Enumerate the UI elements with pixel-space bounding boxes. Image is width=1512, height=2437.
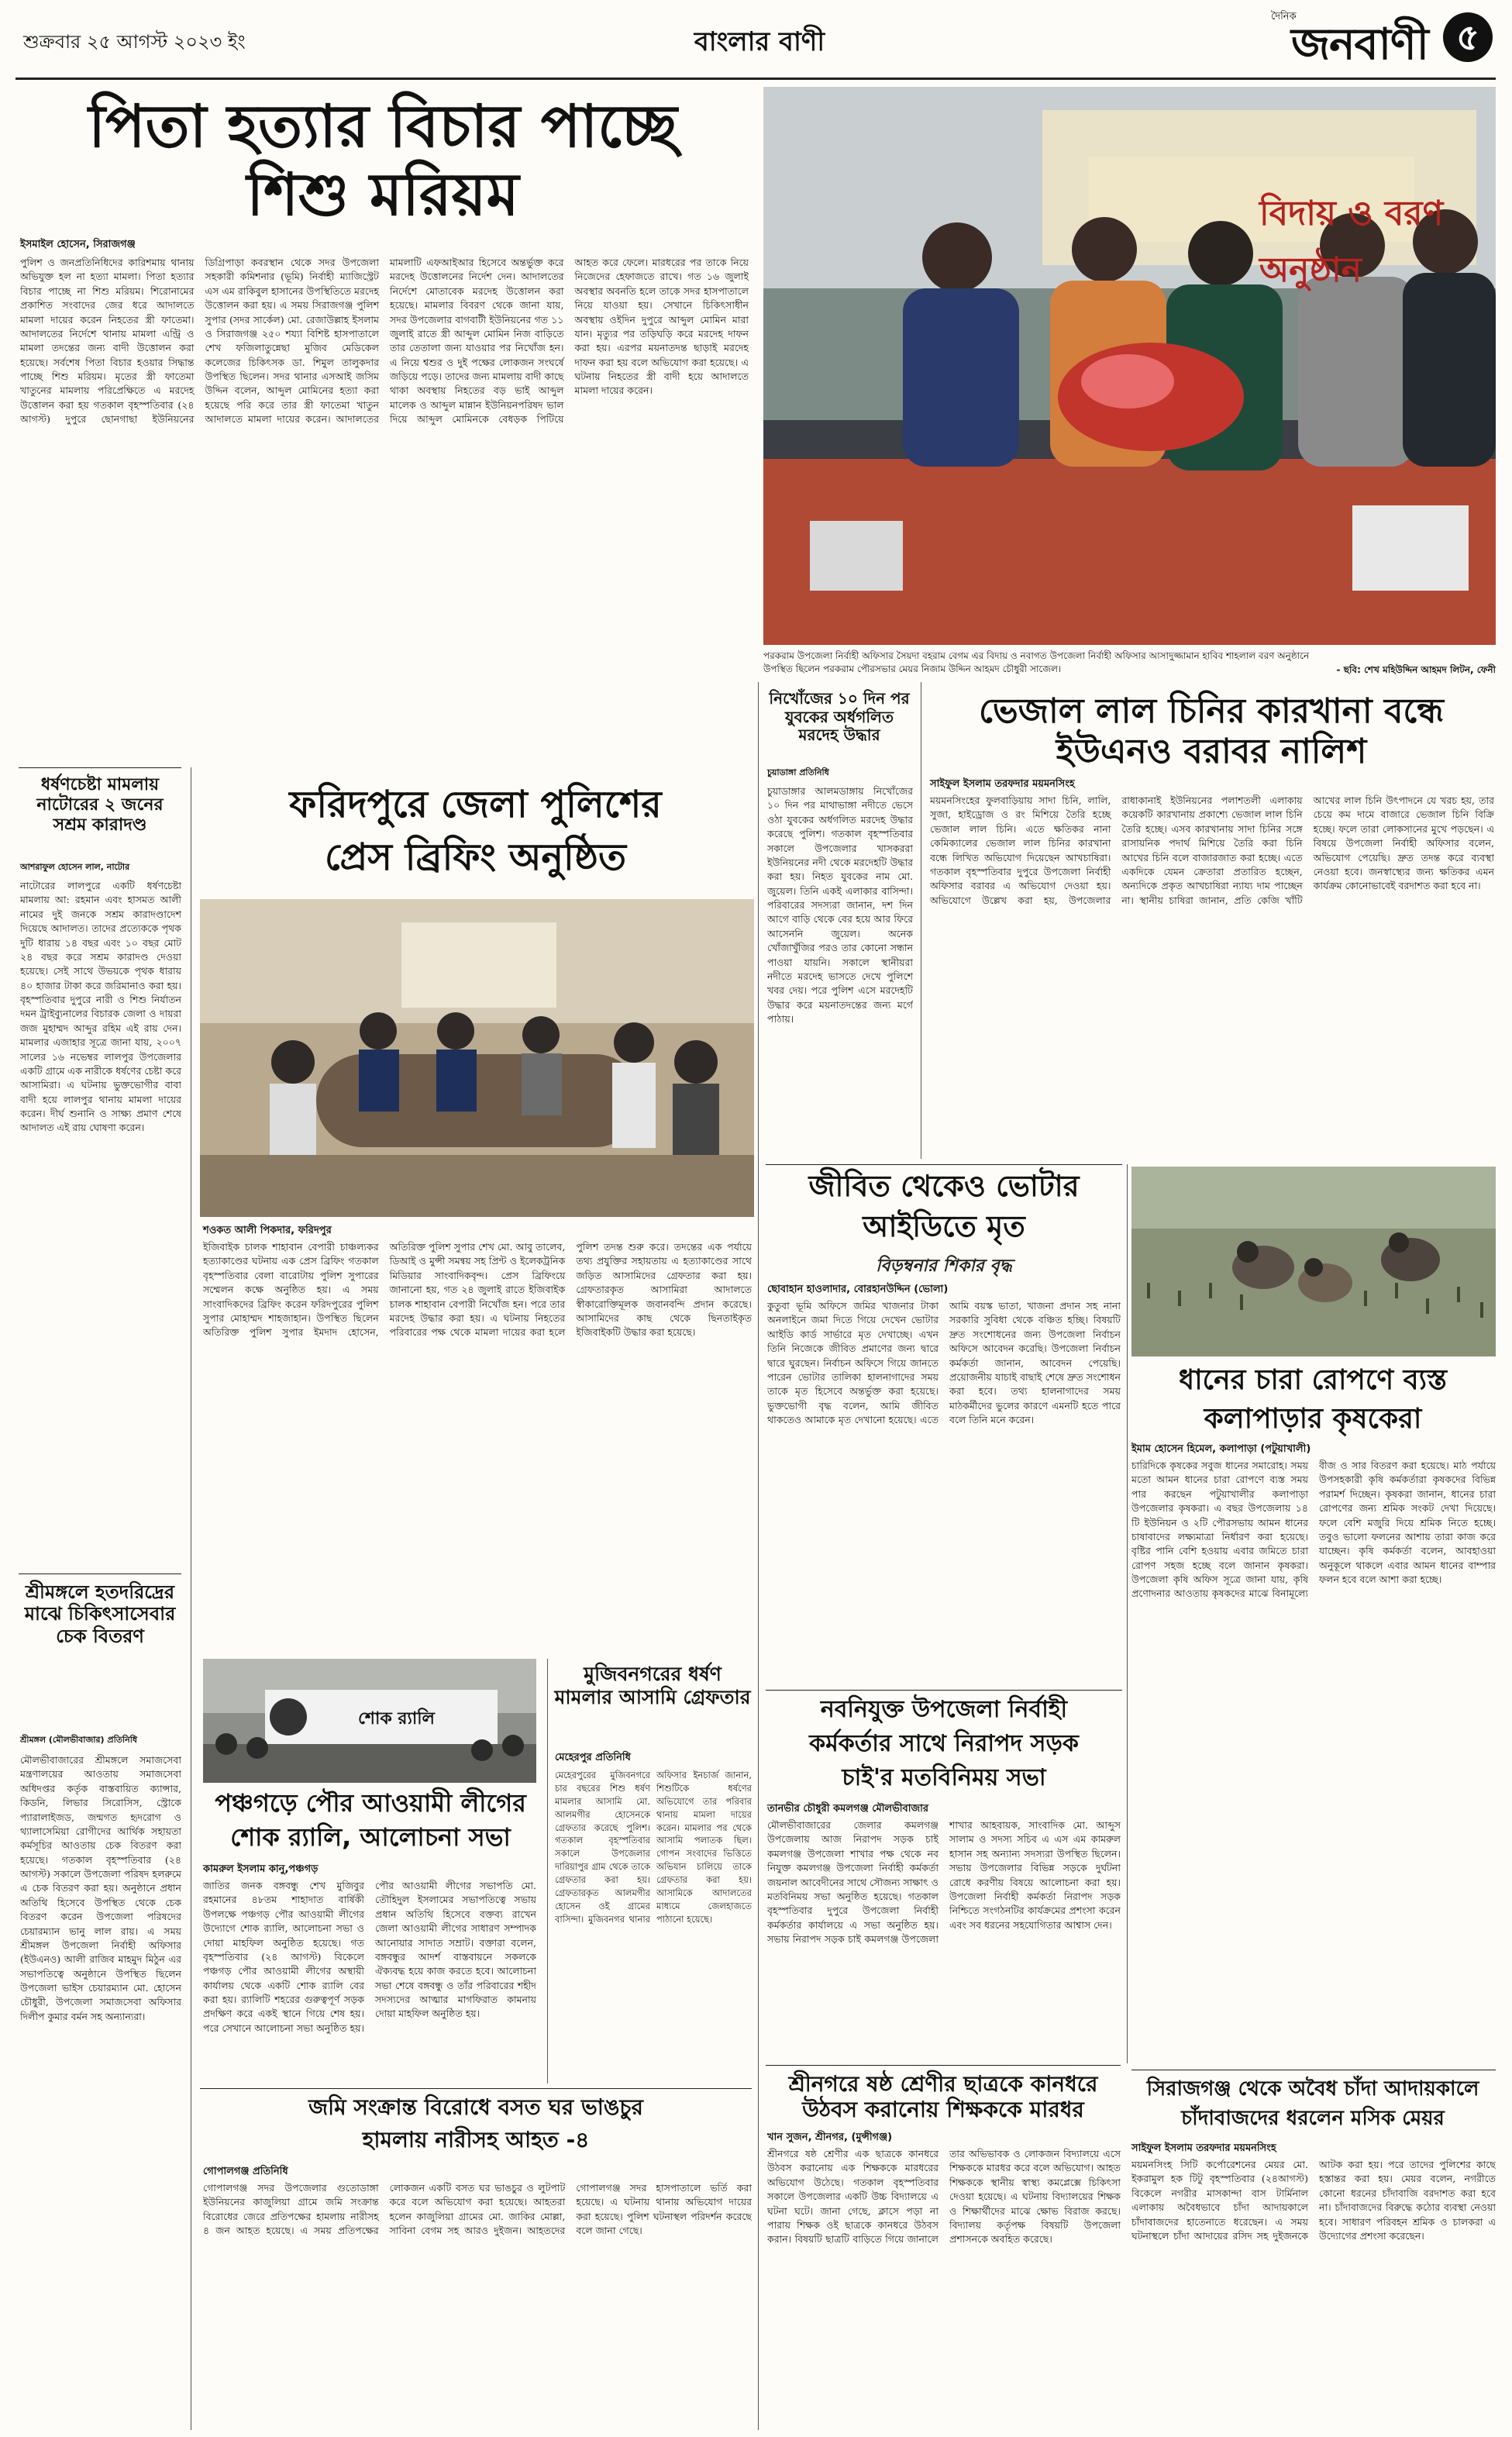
- dhan-body: চারিদিকে কৃষকের সবুজ ধানের সমারোহ। সময় মতো আমন ধানের চারা রোপণে ব্যস্ত সময় পার করছেন পটুয়াখালীর কলাপাড়া উপজেলার কৃষকরা। এ বছর উপজেলায় ১৪ টি ইউনিয়ন ও ২টি পৌরসভায় আমন ধানের চাষাবাদের লক্ষ্যমাত্রা নির্ধারণ করা হয়েছে। বৃষ্টির পানি বেশি হওয়ায় এবার জমিতে চারা রোপণ সহজ হচ্ছে বলে জানান কৃষকরা। উপজেলা কৃষি অফিস সূত্রে জানা যায়, কৃষি প্রণোদনার আওতায় কৃষকদের মাঝে বিনামূল্যে বীজ ও সার বিতরণ করা হয়েছে। মাঠ পর্যায়ে উপসহকারী কৃষি কর্মকর্তারা কৃষকদের বিভিন্ন পরামর্শ দিচ্ছেন। কৃষকরা জানান, ধানের চারা রোপণের জন্য শ্রমিক সংকট দেখা দিয়েছে। ফলে বেশি মজুরি দিয়ে শ্রমিক নিতে হচ্ছে। তবুও ভালো ফলনের আশায় তারা কাজ করে যাচ্ছেন। কৃষি কর্মকর্তা বলেন, আবহাওয়া অনুকূলে থাকলে এবার আমন ধানের বাম্পার ফলন হবে বলে আশা করা হচ্ছে।: [1131, 1460, 1496, 1600]
- chanda-headline-line2: চাঁদাবাজদের ধরলেন মসিক মেয়র: [1181, 2107, 1445, 2130]
- rule: [766, 1164, 1122, 1165]
- masthead: [0, 0, 1512, 85]
- jomi-byline: গোপালগঞ্জ প্রতিনিধি: [203, 2166, 288, 2177]
- top-photo-credit: - ছবি: শেখ মহিউদ্দিন আহমদ লিটন, ফেনী: [1336, 664, 1496, 675]
- jomi-headline-line2: হামলায় নারীসহ আহত -৪: [362, 2127, 590, 2153]
- nobaniyukto-body: মৌলভীবাজারের জেলার কমলগঞ্জ উপজেলায় আজ নিরাপদ সড়ক চাই কমলগঞ্জ উপজেলা শাখার পক্ষ থেকে নব নিযুক্ত কমলগঞ্জ উপজেলা নির্বাহী কর্মকর্তা জয়নাল আবেদীনের সাথে সৌজন্য সাক্ষাৎ ও মতবিনিময় সভা অনুষ্ঠিত হয়েছে। গতকাল বৃহস্পতিবার দুপুরে উপজেলা নির্বাহী কর্মকর্তার কার্যালয়ে এ সভা অনুষ্ঠিত হয়। সভায় নিরাপদ সড়ক চাই কমলগঞ্জ উপজেলা শাখার আহবায়ক, সাংবাদিক মো. আব্দুস সালাম ও সদস্য সচিব এ এস এম কামরুল হাসান সহ অন্যান্য সদস্যরা উপস্থিত ছিলেন। সভায় উপজেলার বিভিন্ন সড়কে দুর্ঘটনা রোধে করণীয় বিষয়ে আলোচনা করা হয়। উপজেলা নির্বাহী কর্মকর্তা নিরাপদ সড়ক নিশ্চিতে সংগঠনটির কার্যক্রমের প্রশংসা করেন এবং সব ধরনের সহযোগিতার আশ্বাস দেন।: [767, 1819, 1121, 1945]
- dhan-headline-line1: ধানের চারা রোপণে ব্যস্ত: [1179, 1364, 1447, 1396]
- sreenagar-line2: উঠবস করানোয় শিক্ষককে মারধর: [802, 2097, 1084, 2123]
- jibito-headline-line1: জীবিত থেকেও ভোটার: [808, 1169, 1080, 1203]
- main-body: পুলিশ ও জনপ্রতিনিধিদের কারিশমায় থানায় অভিযুক্ত হল না হত্যা মামলা। পিতা হত্যার বিচার পাচ্ছে না শিশু মরিয়ম। শিরোনামের প্রকাশিত সংবাদের জের ধরে আদালতে মামলা দায়ের করেন নিহতের স্ত্রী ফাতেমা। আদালতের নির্দেশে থানায় মামলা এন্ট্রি ও মামলা তদন্তের জন্য বাদী উত্তোলন করা হয়েছে। সর্বশেষ পিতা বিচার হওয়ার সিদ্ধান্ত পাচ্ছে শিশু মরিয়ম। মৃতের স্ত্রী ফাতেমা খাতুনের মামলায় পরিপ্রেক্ষিতে এ মরদেহ উত্তোলন করা হয় গতকাল বৃহস্পতিবার (২৪ আগস্ট) দুপুরে ছোনগাছা ইউনিয়নের ডিগ্রিপাড়া কবরস্থান থেকে সদর উপজেলা সহকারী কমিশনার (ভূমি) নির্বাহী ম্যাজিস্ট্রেট এস এম রাকিবুল হাসানের উপস্থিতিতে মরদেহ উত্তোলন করা হয়। এ সময় সিরাজগঞ্জ পুলিশ সুপার (সদর সার্কেল) মো. রেজাউল্লাহ ইসলাম ও সিরাজগঞ্জ ২৫০ শয্যা বিশিষ্ট হাসপাতালে শেখ ফজিলাতুন্নেছা মুজিব মেডিকেল কলেজের চিকিৎসক ডা. শিমুল তালুকদার উপস্থিত ছিলেন। সদর থানার এসআই জসিম উদ্দিন বলেন, আব্দুল মোমিনের হত্যা করা হয়েছে পরি করে তার স্ত্রী ফাতেমা খাতুন আদালতে মামলা দায়ের করেন। আদালতের মামলাটি এফআইআর হিসেবে অন্তর্ভুক্ত করে মরদেহ উত্তোলনের নির্দেশ দেন। আদালতের নির্দেশে মোতাবেক মরদেহ উত্তোলন করা হয়েছে। মামলার বিবরণ থেকে জানা যায়, সদর উপজেলার বাগবাটী ইউনিয়নের গত ১১ জুলাই রাতে স্ত্রী আব্দুল মোমিন নিজ বাড়িতে তার তেতালা জন্য যাওয়ার পর নিখোঁজ হন। এ নিয়ে শ্বশুর ও দুই পক্ষের লোকজন সংঘর্ষে জড়িয়ে পড়ে। তাদের জন্য মামলায় বাদী কাছে থাকা অবস্থায় নিহতের বড় ভাই আব্দুল মালেক ও আব্দুল মান্নান ইউনিয়নপরিষদ ভাল দিয়ে আব্দুল মোমিনকে বেধড়ক পিটিয়ে আহত করে ফেলে। মারধরের পর তাকে নিয়ে নিজেদের হেফাজতে রাখে। গত ১৬ জুলাই অবস্থার অবনতি হলে তাকে সদর হাসপাতালে নিয়ে যাওয়া হয়। সেখানে চিকিৎসাধীন অবস্থায় ওইদিন দুপুরে আব্দুল মোমিন মারা যান। মৃত্যুর পর তড়িঘড়ি করে মরদেহ দাফন করা হয়। এরপর ময়নাতদন্ত ছাড়াই মরদেহ দাফন করা হয় বলে অভিযোগ করা হয়েছে। এ ঘটনায় নিহতের স্ত্রী বাদী হয়ে আদালতে মামলা দায়ের করেন।: [20, 257, 749, 426]
- rule: [766, 1690, 1122, 1691]
- faridpur-headline-line2: প্রেস ব্রিফিং অনুষ্ঠিত: [324, 836, 627, 879]
- panchagarh-photo: [203, 1659, 536, 1783]
- nobaniyukto-headline-line1: নবনিযুক্ত উপজেলা নির্বাহী: [820, 1696, 1068, 1723]
- logo-text: জনবাণী: [1291, 19, 1428, 70]
- faridpur-headline-line1: ফরিদপুরে জেলা পুলিশের: [289, 783, 662, 826]
- main-byline: ইসমাইল হোসেন, সিরাজগঞ্জ: [20, 239, 136, 250]
- column-divider: [758, 682, 759, 2430]
- section-title: বাংলার বাণী: [694, 26, 825, 57]
- faridpur-byline: শওকত আলী পিকদার, ফরিদপুর: [203, 1225, 332, 1236]
- chini-byline: সাইফুল ইসলাম তরফদার ময়মনসিংহ: [930, 778, 1075, 790]
- panchagarh-body: জাতির জনক বঙ্গবন্ধু শেখ মুজিবুর রহমানের ৪৮তম শাহাদাত বার্ষিকী উপলক্ষে পঞ্চগড় পৌর আওয়ামী লীগের উদ্যোগে শোক র‍্যালি, আলোচনা সভা ও দোয়া মাহফিল অনুষ্ঠিত হয়েছে। গত বৃহস্পতিবার (২৪ আগস্ট) বিকেলে পঞ্চগড় পৌর আওয়ামী লীগের অস্থায়ী কার্যালয় থেকে একটি শোক র‍্যালি বের করা হয়। র‍্যালিটি শহরের গুরুত্বপূর্ণ সড়ক প্রদক্ষিণ করে একই স্থানে গিয়ে শেষ হয়। পরে সেখানে আলোচনা সভা অনুষ্ঠিত হয়। পৌর আওয়ামী লীগের সভাপতি মো. তৌহিদুল ইসলামের সভাপতিত্বে সভায় প্রধান অতিথি হিসেবে বক্তব্য রাখেন জেলা আওয়ামী লীগের সাধারণ সম্পাদক আনোয়ার সাদাত সম্রাট। বক্তারা বলেন, বঙ্গবন্ধুর আদর্শ বাস্তবায়নে সকলকে ঐক্যবদ্ধ হয়ে কাজ করতে হবে। আলোচনা সভা শেষে বঙ্গবন্ধু ও তাঁর পরিবারের শহীদ সদস্যদের আত্মার মাগফিরাত কামনায় দোয়া মাহফিল অনুষ্ঠিত হয়।: [203, 1880, 536, 2034]
- mujibnagar-byline: মেহেরপুর প্রতিনিধি: [555, 1752, 631, 1763]
- sreenagar-headline: [766, 2071, 1121, 2122]
- nikhoj-headline: নিখোঁজের ১০ দিন পর যুবকের অর্ধগলিত মরদেহ উদ্ধার: [769, 689, 910, 745]
- natore-body: নাটোরের লালপুরে একটি ধর্ষণচেষ্টা মামলায় আ: রহমান এবং হাসমত আলী নামের দুই জনকে সশ্রম কারাদণ্ডাদেশ দিয়েছে আদালত। তাদের প্রত্যেককে পৃথক দুটি ধারায় ১৪ বছর এবং ১০ বছর মোট ২৪ বছর করে সশ্রম কারাদণ্ড দেওয়া হয়েছে। সেই সাথে উভয়কে পৃথক ধারায় ৪০ হাজার টাকা করে জরিমানাও করা হয়। বৃহস্পতিবার দুপুরে নারী ও শিশু নির্যাতন দমন ট্রাইব্যুনালের বিচারক জেলা ও দায়রা জজ মুহাম্মদ আব্দুর রহিম এই রায় দেন। মামলার এজাহার সূত্রে জানা যায়, ২০০৭ সালের ১৬ নভেম্বর লালপুর উপজেলার একটি গ্রামে এক নারীকে ধর্ষণের চেষ্টা করে আসামিরা। এ ঘটনায় ভুক্তভোগীর বাবা বাদী হয়ে লালপুর থানায় মামলা দায়ের করেন। দীর্ঘ শুনানি ও সাক্ষ্য প্রমাণ শেষে আদালত এই রায় ঘোষণা করেন।: [20, 880, 181, 1134]
- jomi-headline-line1: জমি সংক্রান্ত বিরোধে বসত ঘর ভাঙচুর: [308, 2094, 643, 2120]
- jomi-body: গোপালগঞ্জ সদর উপজেলার গুতোডাঙ্গা ইউনিয়নের কাজুলিয়া গ্রামে জমি সংক্রান্ত বিরোধের জেরে প্রতিপক্ষের হামলায় নারীসহ ৪ জন আহত হয়েছে। এ সময় প্রতিপক্ষের লোকজন একটি বসত ঘর ভাঙচুর ও লুটপাট করে বলে অভিযোগ করা হয়েছে। আহতরা হলেন কাজুলিয়া গ্রামের মো. জাকির মোল্লা, সাবিনা বেগম সহ আরও দুইজন। আহতদের গোপালগঞ্জ সদর হাসপাতালে ভর্তি করা হয়েছে। এ ঘটনায় থানায় অভিযোগ দায়ের করা হয়েছে। পুলিশ ঘটনাস্থল পরিদর্শন করেছে বলে জানা গেছে।: [203, 2182, 752, 2237]
- sreemangal-headline: শ্রীমঙ্গলে হতদরিদ্রের মাঝে চিকিৎসাসেবার চেক বিতরণ: [24, 1581, 176, 1647]
- panchagarh-headline-line2: শোক র‍্যালি, আলোচনা সভা: [230, 1822, 511, 1852]
- top-photo-banner-text: বিদায় ও বরণ অনুষ্ঠান: [1259, 194, 1444, 290]
- panchagarh-headline-line1: পঞ্চগড়ে পৌর আওয়ামী লীগের: [215, 1788, 526, 1818]
- dhan-byline: ইমাম হোসেন হিমেল, কলাপাড়া (পটুয়াখালী): [1131, 1443, 1311, 1455]
- natore-byline: আশরাফুল হোসেন লাল, নাটোর: [20, 862, 130, 872]
- sreenagar-line1: শ্রীনগরে ষষ্ঠ শ্রেণীর ছাত্রকে কানধরে: [788, 2071, 1098, 2097]
- rule: [766, 2065, 1121, 2066]
- logo-small-label: দৈনিক: [1271, 11, 1297, 22]
- top-event-photo: [763, 87, 1496, 645]
- nobaniyukto-headline-line2: কর্মকর্তার সাথে নিরাপদ সড়ক: [809, 1730, 1079, 1757]
- jibito-body: কুতুবা ভূমি অফিসে জমির খাজনার টাকা অনলাইনে জমা দিতে গিয়ে দেখেন ভোটার আইডি কার্ড সার্ভারে মৃত দেখাচ্ছে। এখন তিনি নিজেকে জীবিত প্রমাণের জন্য দ্বারে দ্বারে ঘুরছেন। নির্বাচন অফিসে গিয়ে জানতে পারেন ভোটার তালিকা হালনাগাদের সময় তাকে মৃত হিসেবে অন্তর্ভুক্ত করা হয়েছে। ভুক্তভোগী বৃদ্ধ বলেন, আমি জীবিত থাকতেও আমাকে মৃত দেখানো হয়েছে। এতে আমি বয়স্ক ভাতা, খাজনা প্রদান সহ নানা সরকারি সুবিধা থেকে বঞ্চিত হচ্ছি। বিষয়টি দ্রুত সংশোধনের জন্য উপজেলা নির্বাচন অফিসে আবেদন করেছি। উপজেলা নির্বাচন কর্মকর্তা জানান, আবেদন পেয়েছি। প্রয়োজনীয় যাচাই বাছাই শেষে দ্রুত সংশোধন করা হবে। তথ্য হালনাগাদের সময় মাঠকর্মীদের ভুলের কারণে এমনটি হতে পারে বলে তিনি মনে করেন।: [767, 1300, 1121, 1425]
- page-number: ৫: [1456, 16, 1479, 58]
- rule: [200, 2088, 752, 2089]
- sreenagar-byline: খান সুজন, শ্রীনগর, (মুন্সীগঞ্জ): [767, 2132, 893, 2143]
- chini-headline: ভেজাল লাল চিনির কারখানা বন্ধে ইউএনও বরাবর নালিশ: [979, 691, 1444, 771]
- mujibnagar-body: মেহেরপুরের মুজিবনগরে চার বছরের শিশু ধর্ষণ মামলার আসামি মো. আলমগীর হোসেনকে গ্রেফতার করেছে পুলিশ। গতকাল বৃহস্পতিবার সকালে উপজেলার দারিয়াপুর গ্রাম থেকে তাকে গ্রেফতার করা হয়। গ্রেফতারকৃত আলমগীর হোসেন ওই গ্রামের বাসিন্দা। মুজিবনগর থানার অফিসার ইনচার্জ জানান, শিশুটিকে ধর্ষণের অভিযোগে তার পরিবার থানায় মামলা দায়ের করেন। মামলার পর থেকে আসামি পলাতক ছিল। গোপন সংবাদের ভিত্তিতে অভিযান চালিয়ে তাকে গ্রেফতার করা হয়। আসামিকে আদালতের মাধ্যমে জেলহাজতে পাঠানো হয়েছে।: [555, 1770, 752, 1925]
- faridpur-body: ইজিবাইক চালক শাহাবান বেপারী চাঞ্চল্যকর হত্যাকাণ্ডের ঘটনায় এক প্রেস ব্রিফিং গতকাল বৃহস্পতিবার বেলা বারোটায় পুলিশ সুপারের সম্মেলন কক্ষে অনুষ্ঠিত হয়। এ সময় সাংবাদিকদের ব্রিফিং করেন ফরিদপুরের পুলিশ সুপার মোহাম্মদ শাহজাহান। উপস্থিত ছিলেন অতিরিক্ত পুলিশ সুপার ইমদাদ হোসেন, অতিরিক্ত পুলিশ সুপার শেখ মো. আবু তালেব, ডিআই ও মুন্সী সমন্বয় সহ প্রিন্ট ও ইলেকট্রনিক মিডিয়ার সাংবাদিকবৃন্দ। প্রেস ব্রিফিংয়ে জানানো হয়, গত ২৪ জুলাই রাতে ইজিবাইক চালক শাহাবান বেপারী নিখোঁজ হন। পরে তার মরদেহ উদ্ধার করা হয়। এ ঘটনায় নিহতের পরিবারের পক্ষ থেকে মামলা দায়ের করা হলে পুলিশ তদন্ত শুরু করে। তদন্তের এক পর্যায়ে তথ্য প্রযুক্তির সহায়তায় এ হত্যাকাণ্ডের সাথে জড়িত আসামিদের গ্রেফতার করা হয়। গ্রেফতারকৃত আসামিরা আদালতে স্বীকারোক্তিমূলক জবানবন্দি প্রদান করেছে। আসামিদের কাছ থেকে ছিনতাইকৃত ইজিবাইকটি উদ্ধার করা হয়েছে।: [203, 1241, 752, 1339]
- rule: [19, 767, 181, 768]
- masthead-rule: [15, 78, 1496, 80]
- column-divider: [1127, 1164, 1128, 2063]
- date-line: শুক্রবার ২৫ আগস্ট ২০২৩ ইং: [23, 31, 246, 53]
- column-divider: [547, 1659, 548, 2084]
- jibito-byline: ছোবাহান হাওলাদার, বোরহানউদ্দিন (ভোলা): [767, 1284, 949, 1295]
- masthead-logo: [1271, 3, 1496, 81]
- page-number-badge: [1443, 12, 1493, 62]
- nobaniyukto-byline: তানভীর চৌধুরী কমলগঞ্জ মৌলভীবাজার: [767, 1803, 929, 1815]
- sreenagar-body: শ্রীনগরে ষষ্ঠ শ্রেণীর এক ছাত্রকে কানধরে উঠবস করানোয় এক শিক্ষককে মারধরের অভিযোগ উঠেছে। গতকাল বৃহস্পতিবার সকালে উপজেলার একটি উচ্চ বিদ্যালয়ে এ ঘটনা ঘটে। জানা গেছে, ক্লাসে পড়া না পারায় শিক্ষক ওই ছাত্রকে কানধরে উঠবস করান। বিষয়টি ছাত্রটি বাড়িতে গিয়ে জানালে তার অভিভাবক ও লোকজন বিদ্যালয়ে এসে শিক্ষককে মারধর করে বলে অভিযোগ। আহত শিক্ষককে স্থানীয় স্বাস্থ্য কমপ্লেক্সে চিকিৎসা দেওয়া হয়েছে। এ ঘটনায় বিদ্যালয়ের শিক্ষক ও শিক্ষার্থীদের মাঝে ক্ষোভ বিরাজ করছে। বিদ্যালয় কর্তৃপক্ষ বিষয়টি উপজেলা প্রশাসনকে অবহিত করেছে।: [767, 2148, 1121, 2246]
- chanda-byline: সাইফুল ইসলাম তরফদার ময়মনসিংহ: [1131, 2142, 1276, 2154]
- nikhoj-body: চুয়াডাঙ্গার আলমডাঙ্গায় নিখোঁজের ১০ দিন পর মাথাভাঙ্গা নদীতে ভেসে ওঠা যুবকের অর্ধগলিত মরদেহ উদ্ধার করেছে পুলিশ। গতকাল বৃহস্পতিবার সকালে উপজেলার খাসকররা ইউনিয়নের নদী থেকে মরদেহটি উদ্ধার করা হয়। নিহত যুবকের নাম মো. জুয়েল। তিনি একই এলাকার বাসিন্দা। পরিবারের সদস্যরা জানান, দশ দিন আগে বাড়ি থেকে বের হয়ে আর ফিরে আসেননি জুয়েল। অনেক খোঁজাখুঁজির পরও তার কোনো সন্ধান পাওয়া যায়নি। সকালে স্থানীয়রা নদীতে মরদেহ ভাসতে দেখে পুলিশে খবর দেয়। পরে পুলিশ এসে মরদেহটি উদ্ধার করে ময়নাতদন্তের জন্য মর্গে পাঠায়।: [767, 785, 913, 1025]
- nobaniyukto-headline-line3: চাই'র মতবিনিময় সভা: [842, 1764, 1046, 1791]
- panchagarh-byline: কামরুল ইসলাম কানু,পঞ্চগড়: [203, 1863, 319, 1875]
- main-headline-line2: শিশু মরিয়ম: [246, 160, 519, 229]
- chanda-headline-line1: সিরাজগঞ্জ থেকে অবৈধ চাঁদা আদায়কালে: [1146, 2077, 1479, 2101]
- main-headline-line1: পিতা হত্যার বিচার পাচ্ছে: [88, 91, 677, 160]
- sreemangal-body: মৌলভীবাজারের শ্রীমঙ্গলে সমাজসেবা মন্ত্রণালয়ের আওতায় সমাজসেবা অধিদপ্তর কর্তৃক বাস্তবায়িত ক্যান্সার, কিডনি, লিভার সিরোসিস, স্ট্রোকে প্যারালাইজড, জন্মগত হৃদরোগ ও থ্যালাসেমিয়া রোগীদের আর্থিক সহায়তা কর্মসূচির আওতায় চেক বিতরণ করা হয়েছে। গতকাল বৃহস্পতিবার (২৪ আগস্ট) সকালে উপজেলা পরিষদ হলরুমে এ চেক বিতরণ করা হয়। অনুষ্ঠানে প্রধান অতিথি হিসেবে উপস্থিত থেকে চেক বিতরণ করেন উপজেলা পরিষদের চেয়ারম্যান ভানু লাল রায়। এ সময় শ্রীমঙ্গল উপজেলা নির্বাহী অফিসার (ইউএনও) আলী রাজিব মাহমুদ মিঠুন এর সভাপতিত্বে অনুষ্ঠানে উপস্থিত ছিলেন উপজেলা ভাইস চেয়ারম্যান মো. হোসেন চৌধুরী, উপজেলা সমাজসেবা অফিসার দিলীপ কুমার বর্মন সহ অন্যান্যরা।: [20, 1754, 181, 2022]
- faridpur-photo: [200, 899, 754, 1217]
- paddy-field-photo: [1131, 1167, 1496, 1356]
- chini-body: ময়মনসিংহের ফুলবাড়িয়ায় সাদা চিনি, লালি, সুজা, হাইড্রোজ ও রং মিশিয়ে তৈরি হচ্ছে ভেজাল লাল চিনি। এতে ক্ষতিকর নানা কেমিক্যালের ভেজাল লাল চিনির কারখানা বন্ধে লিখিত অভিযোগ দিয়েছেন আখচাষিরা। গতকাল বৃহস্পতিবার দুপুরে উপজেলা নির্বাহী অফিসার বরাবর এ অভিযোগ দেওয়া হয়। অভিযোগে উল্লেখ করা হয়, উপজেলার রাধাকানাই ইউনিয়নের পলাশতলী এলাকায় কয়েকটি কারখানায় প্রকাশ্যে ভেজাল লাল চিনি তৈরি হচ্ছে। এসব কারখানায় সাদা চিনির সঙ্গে রাসায়নিক পদার্থ মিশিয়ে তৈরি করা চিনি আখের চিনি বলে বাজারজাত করা হচ্ছে। এতে একদিকে যেমন ক্রেতারা প্রতারিত হচ্ছেন, অন্যদিকে প্রকৃত আখচাষিরা ন্যায্য দাম পাচ্ছেন না। স্থানীয় চাষিরা জানান, প্রতি কেজি খাঁটি আখের লাল চিনি উৎপাদনে যে খরচ হয়, তার চেয়ে কম দামে বাজারে ভেজাল চিনি বিক্রি হচ্ছে। ফলে তারা লোকসানের মুখে পড়ছেন। এ বিষয়ে উপজেলা নির্বাহী অফিসার বলেন, অভিযোগ পেয়েছি। দ্রুত তদন্ত করে ব্যবস্থা নেওয়া হবে। জনস্বাস্থ্যের জন্য ক্ষতিকর এমন কার্যক্রম কোনোভাবেই বরদাশত করা হবে না।: [930, 795, 1494, 906]
- natore-headline: ধর্ষণচেষ্টা মামলায় নাটোরের ২ জনের সশ্রম কারাদণ্ড: [36, 775, 164, 835]
- mujibnagar-headline: মুজিবনগরের ধর্ষণ মামলার আসামি গ্রেফতার: [554, 1663, 751, 1708]
- nikhoj-byline: চুয়াডাঙ্গা প্রতিনিধি: [767, 767, 829, 777]
- jibito-headline-line2: আইডিতে মৃত: [863, 1209, 1025, 1243]
- jibito-subheadline: বিড়ম্বনার শিকার বৃদ্ধ: [876, 1256, 1012, 1276]
- dhan-headline-line2: কলাপাড়ার কৃষকেরা: [1204, 1403, 1422, 1435]
- top-photo-caption: পরকরাম উপজেলা নির্বাহী অফিসার সৈয়দা বহরাম বেগম এর বিদায় ও নবাগত উপজেলা নির্বাহী অফিসার আসাদুজ্জামান হাবিব শাহলাল বরণ অনুষ্ঠানে উপস্থিত ছিলেন পরকরাম পৌরসভার মেয়র নিজাম উদ্দিন আহমদ চৌধুরী সাজেল।: [763, 650, 1310, 675]
- chanda-body: ময়মনসিংহ সিটি কর্পোরেশনের মেয়র মো. ইকরামুল হক টিটু বৃহস্পতিবার (২৪আগস্ট) বিকেলে নগরীর মাসকান্দা বাস টার্মিনাল এলাকায় অবৈধভাবে চাঁদা আদায়কালে চাঁদাবাজদের হাতেনাতে ধরেছেন। এ সময় ঘটনাস্থলে চাঁদা আদায়ের রসিদ সহ দুইজনকে আটক করা হয়। পরে তাদের পুলিশের কাছে হস্তান্তর করা হয়। মেয়র বলেন, নগরীতে কোনো ধরনের চাঁদাবাজি বরদাশত করা হবে না। চাঁদাবাজদের বিরুদ্ধে কঠোর ব্যবস্থা নেওয়া হবে। সাধারণ পরিবহন শ্রমিক ও চালকরা এ উদ্যোগের প্রশংসা করেছেন।: [1131, 2159, 1496, 2242]
- panchagarh-banner-text: শোক র‍্যালি: [358, 1709, 435, 1729]
- sreemangal-byline: শ্রীমঙ্গল (মৌলভীবাজার) প্রতিনিধি: [20, 1735, 138, 1745]
